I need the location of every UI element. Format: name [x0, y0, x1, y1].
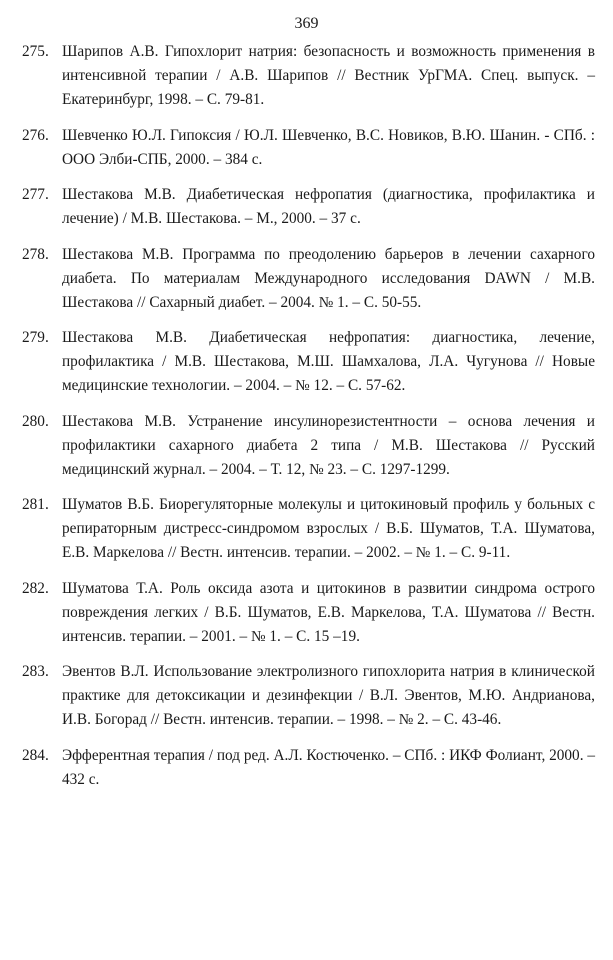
- reference-item: [22, 744, 595, 792]
- reference-number: 280.: [22, 412, 49, 430]
- reference-number: 279.: [22, 329, 49, 346]
- reference-item: [22, 493, 595, 565]
- reference-item: [22, 124, 595, 172]
- reference-item: [22, 243, 595, 315]
- reference-item: [22, 577, 595, 649]
- reference-number: 283.: [22, 663, 49, 680]
- reference-list: [22, 40, 595, 803]
- reference-text: Шевченко Ю.Л. Гипоксия / Ю.Л. Шевченко, В.С. Новиков, В.Ю. Шанин. - СПб. : ООО Элби-СПБ, 2000. – 384 с.: [62, 126, 595, 168]
- reference-item: [22, 40, 595, 112]
- reference-text: Шестакова М.В. Устранение инсулинорезистентности – основа лечения и профилактики сахарного диабета 2 типа / М.В. Шестакова // Русский медицинский журнал. – 2004. – Т. 12, № 23. – С. 1297-1299.: [62, 412, 595, 478]
- reference-text: Шарипов А.В. Гипохлорит натрия: безопасность и возможность применения в интенсивной терапии / А.В. Шарипов // Вестник УрГМА. Спец. выпуск. – Екатеринбург, 1998. – С. 79-81.: [62, 43, 595, 108]
- reference-number: 276.: [22, 126, 49, 144]
- reference-item: [22, 660, 595, 732]
- reference-number: 277.: [22, 186, 49, 203]
- reference-item: [22, 183, 595, 231]
- page-number: 369: [294, 15, 319, 32]
- reference-text: Шестакова М.В. Программа по преодолению барьеров в лечении сахарного диабета. По материалам Международного исследования DAWN / М.В. Шестакова // Сахарный диабет. – 2004. № 1. – С. 50-55.: [62, 245, 595, 311]
- reference-item: [22, 410, 595, 482]
- reference-text: Шуматов В.Б. Биорегуляторные молекулы и цитокиновый профиль у больных с репираторным дистресс-синдромом взрослых / В.Б. Шуматов, Т.А. Шуматова, Е.В. Маркелова // Вестн. интенсив. терапии. – 2002. – № 1. – С. 9-11.: [62, 496, 595, 561]
- reference-text: Шестакова М.В. Диабетическая нефропатия (диагностика, профилактика и лечение) / М.В. Шестакова. – М., 2000. – 37 с.: [62, 186, 595, 227]
- reference-item: [22, 326, 595, 398]
- reference-number: 275.: [22, 43, 49, 60]
- reference-number: 278.: [22, 245, 49, 263]
- reference-text: Шестакова М.В. Диабетическая нефропатия: диагностика, лечение, профилактика / М.В. Шестакова, М.Ш. Шамхалова, Л.А. Чугунова // Новые медицинские технологии. – 2004. – № 12. – С. 57-62.: [62, 329, 595, 394]
- reference-number: 282.: [22, 579, 49, 597]
- reference-text: Эфферентная терапия / под ред. А.Л. Костюченко. – СПб. : ИКФ Фолиант, 2000. – 432 с.: [62, 746, 595, 788]
- reference-text: Эвентов В.Л. Использование электролизного гипохлорита натрия в клинической практике для детоксикации и дезинфекции / В.Л. Эвентов, М.Ю. Андрианова, И.В. Богорад // Вестн. интенсив. терапии. – 1998. – № 2. – С. 43-46.: [62, 663, 595, 728]
- reference-number: 281.: [22, 496, 49, 513]
- reference-number: 284.: [22, 746, 49, 764]
- reference-text: Шуматова Т.А. Роль оксида азота и цитокинов в развитии синдрома острого повреждения легких / В.Б. Шуматов, Е.В. Маркелова, Т.А. Шуматова // Вестн. интенсив. терапии. – 2001. – № 1. – С. 15 –19.: [62, 579, 595, 645]
